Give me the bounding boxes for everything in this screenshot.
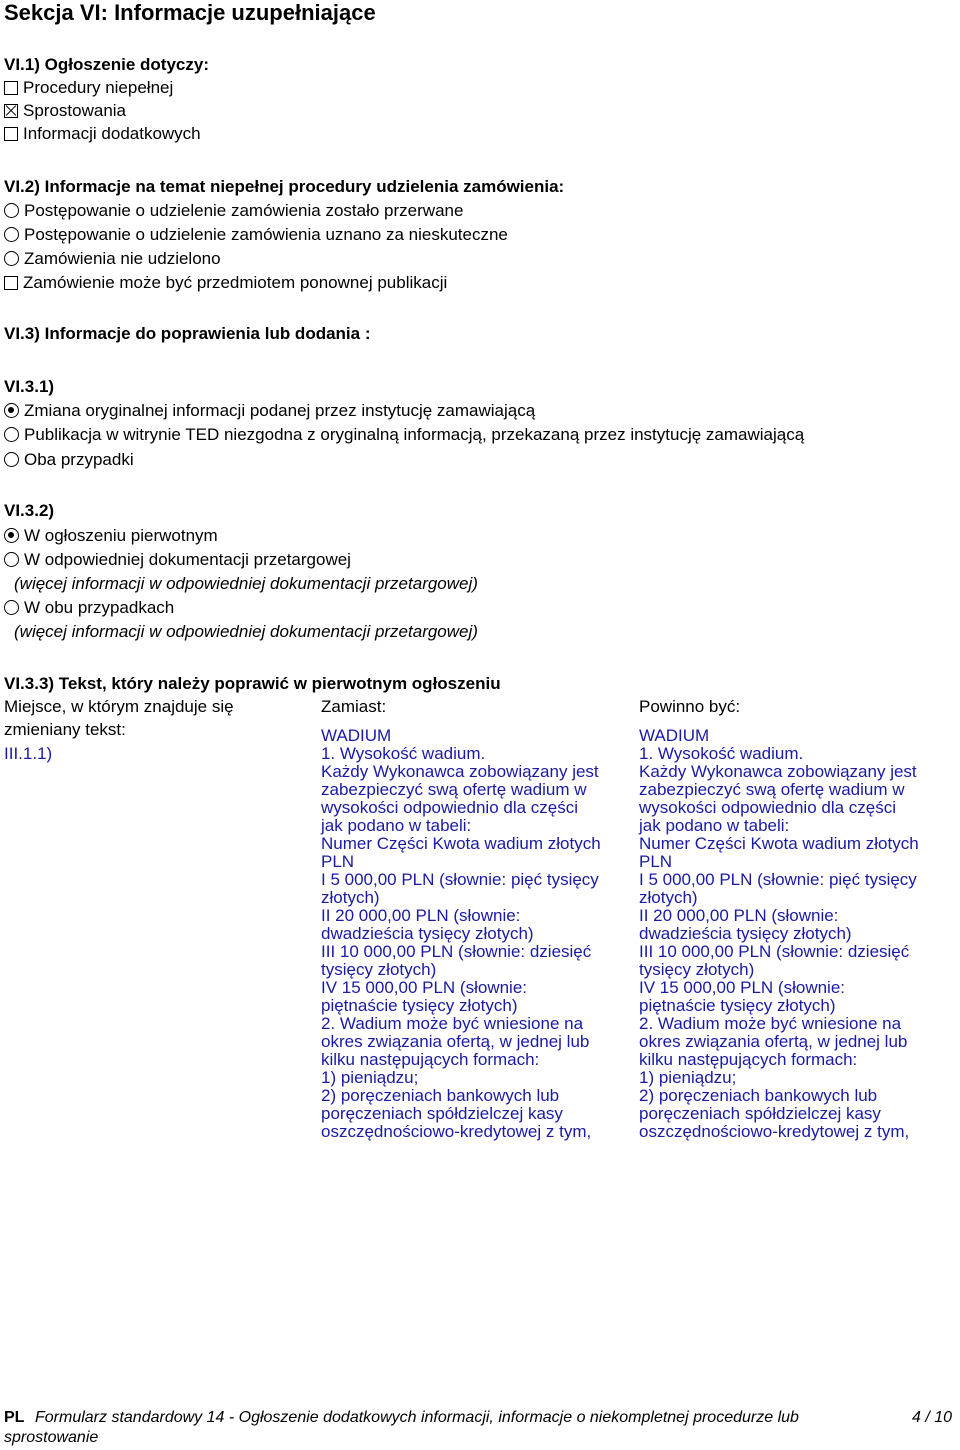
place-value: III.1.1)	[4, 744, 53, 763]
vi2-checkbox-ponownej-publikacji[interactable]: Zamówienie może być przedmiotem ponownej publikacji	[4, 272, 447, 294]
vi32-option-pierwotnym[interactable]: W ogłoszeniu pierwotnym	[4, 525, 218, 547]
vi32-note-dokumentacji: (więcej informacji w odpowiedniej dokumentacji przetargowej)	[14, 574, 478, 593]
text-line: poręczeniach spółdzielczej kasy	[321, 1104, 563, 1123]
text-line: III 10 000,00 PLN (słownie: dziesięć	[321, 942, 592, 961]
vi1-option-sprostowania[interactable]: Sprostowania	[4, 100, 126, 122]
text-line: PLN	[639, 852, 673, 871]
vi31-option-zmiana[interactable]: Zmiana oryginalnej informacji podanej przez instytucję zamawiającą	[4, 400, 535, 422]
text-line: Każdy Wykonawca zobowiązany jest	[639, 762, 917, 781]
col2-header: Zamiast:	[321, 697, 387, 716]
footer-title-line2: sprostowanie	[4, 1429, 99, 1446]
text-line: 1) pieniądzu;	[639, 1068, 737, 1087]
text-line: 2. Wadium może być wniesione na	[321, 1014, 584, 1033]
text-line: IV 15 000,00 PLN (słownie:	[639, 978, 846, 997]
vi32-note-obu: (więcej informacji w odpowiedniej dokumentacji przetargowej)	[14, 622, 478, 641]
vi31-heading: VI.3.1)	[4, 377, 55, 396]
text-line: 1) pieniądzu;	[321, 1068, 419, 1087]
text-line: II 20 000,00 PLN (słownie:	[321, 906, 521, 925]
radio-unselected-icon[interactable]	[4, 600, 19, 615]
text-line: okres związania ofertą, w jednej lub	[321, 1032, 590, 1051]
vi2-heading: VI.2) Informacje na temat niepełnej procedury udzielenia zamówienia:	[4, 177, 565, 196]
col1-header-line1: Miejsce, w którym znajduje się	[4, 697, 234, 716]
footer-page-number: 4 / 10	[912, 1409, 953, 1426]
footer-lang: PL	[4, 1409, 25, 1426]
radio-unselected-icon[interactable]	[4, 227, 19, 242]
text-line: WADIUM	[321, 726, 392, 745]
text-line: wysokości odpowiednio dla części	[639, 798, 897, 817]
text-line: kilku następujących formach:	[639, 1050, 858, 1069]
vi32-option-dokumentacji[interactable]: W odpowiedniej dokumentacji przetargowej	[4, 549, 351, 571]
vi31-option-oba[interactable]: Oba przypadki	[4, 449, 134, 471]
radio-unselected-icon[interactable]	[4, 552, 19, 567]
text-line: wysokości odpowiednio dla części	[321, 798, 579, 817]
vi31-option-ted[interactable]: Publikacja w witrynie TED niezgodna z oryginalną informacją, przekazaną przez instytucję zamawiającą	[4, 424, 804, 446]
section-title: Sekcja VI: Informacje uzupełniające	[4, 0, 376, 25]
text-line: 1. Wysokość wadium.	[639, 744, 804, 763]
text-line: jak podano w tabeli:	[321, 816, 472, 835]
text-line: dwadzieścia tysięcy złotych)	[321, 924, 534, 943]
text-line: IV 15 000,00 PLN (słownie:	[321, 978, 528, 997]
text-line: oszczędnościowo-kredytowej z tym,	[639, 1122, 910, 1141]
instead-text	[321, 727, 601, 1141]
text-line: WADIUM	[639, 726, 710, 745]
text-line: piętnaście tysięcy złotych)	[639, 996, 836, 1015]
text-line: zabezpieczyć swą ofertę wadium w	[321, 780, 587, 799]
text-line: jak podano w tabeli:	[639, 816, 790, 835]
col3-header: Powinno być:	[639, 697, 741, 716]
should-be-text	[639, 727, 919, 1141]
text-line: piętnaście tysięcy złotych)	[321, 996, 518, 1015]
text-line: 2. Wadium może być wniesione na	[639, 1014, 902, 1033]
checkbox-unchecked-icon[interactable]	[4, 81, 18, 95]
radio-unselected-icon[interactable]	[4, 203, 19, 218]
vi2-option-przerwane[interactable]: Postępowanie o udzielenie zamówienia zostało przerwane	[4, 200, 463, 222]
text-line: kilku następujących formach:	[321, 1050, 540, 1069]
vi3-heading: VI.3) Informacje do poprawienia lub dodania :	[4, 324, 371, 343]
vi2-option-nieskuteczne[interactable]: Postępowanie o udzielenie zamówienia uznano za nieskuteczne	[4, 224, 508, 246]
radio-selected-icon[interactable]	[4, 403, 19, 418]
text-line: 2) poręczeniach bankowych lub	[321, 1086, 560, 1105]
vi32-heading: VI.3.2)	[4, 501, 55, 520]
text-line: złotych)	[321, 888, 380, 907]
text-line: zabezpieczyć swą ofertę wadium w	[639, 780, 905, 799]
text-line: dwadzieścia tysięcy złotych)	[639, 924, 852, 943]
text-line: 1. Wysokość wadium.	[321, 744, 486, 763]
text-line: poręczeniach spółdzielczej kasy	[639, 1104, 881, 1123]
text-line: Numer Części Kwota wadium złotych	[321, 834, 601, 853]
footer-title: Formularz standardowy 14 - Ogłoszenie dodatkowych informacji, informacje o niekompletnej procedurze lub	[35, 1409, 799, 1426]
radio-unselected-icon[interactable]	[4, 452, 19, 467]
col1-header-line2: zmieniany tekst:	[4, 720, 126, 739]
vi1-option-procedury[interactable]: Procedury niepełnej	[4, 77, 173, 99]
vi1-option-informacji[interactable]: Informacji dodatkowych	[4, 123, 201, 145]
text-line: Numer Części Kwota wadium złotych	[639, 834, 919, 853]
vi33-heading: VI.3.3) Tekst, który należy poprawić w pierwotnym ogłoszeniu	[4, 674, 501, 693]
text-line: 2) poręczeniach bankowych lub	[639, 1086, 878, 1105]
text-line: złotych)	[639, 888, 698, 907]
text-line: Każdy Wykonawca zobowiązany jest	[321, 762, 599, 781]
text-line: I 5 000,00 PLN (słownie: pięć tysięcy	[639, 870, 917, 889]
text-line: II 20 000,00 PLN (słownie:	[639, 906, 839, 925]
radio-unselected-icon[interactable]	[4, 251, 19, 266]
radio-selected-icon[interactable]	[4, 528, 19, 543]
vi2-option-nie-udzielono[interactable]: Zamówienia nie udzielono	[4, 248, 221, 270]
text-line: I 5 000,00 PLN (słownie: pięć tysięcy	[321, 870, 599, 889]
radio-unselected-icon[interactable]	[4, 427, 19, 442]
checkbox-unchecked-icon[interactable]	[4, 127, 18, 141]
vi1-heading: VI.1) Ogłoszenie dotyczy:	[4, 55, 209, 74]
text-line: tysięcy złotych)	[639, 960, 755, 979]
text-line: PLN	[321, 852, 355, 871]
text-line: okres związania ofertą, w jednej lub	[639, 1032, 908, 1051]
text-line: III 10 000,00 PLN (słownie: dziesięć	[639, 942, 910, 961]
text-line: oszczędnościowo-kredytowej z tym,	[321, 1122, 592, 1141]
checkbox-unchecked-icon[interactable]	[4, 276, 18, 290]
vi32-option-obu[interactable]: W obu przypadkach	[4, 597, 174, 619]
text-line: tysięcy złotych)	[321, 960, 437, 979]
checkbox-checked-icon[interactable]	[4, 104, 18, 118]
